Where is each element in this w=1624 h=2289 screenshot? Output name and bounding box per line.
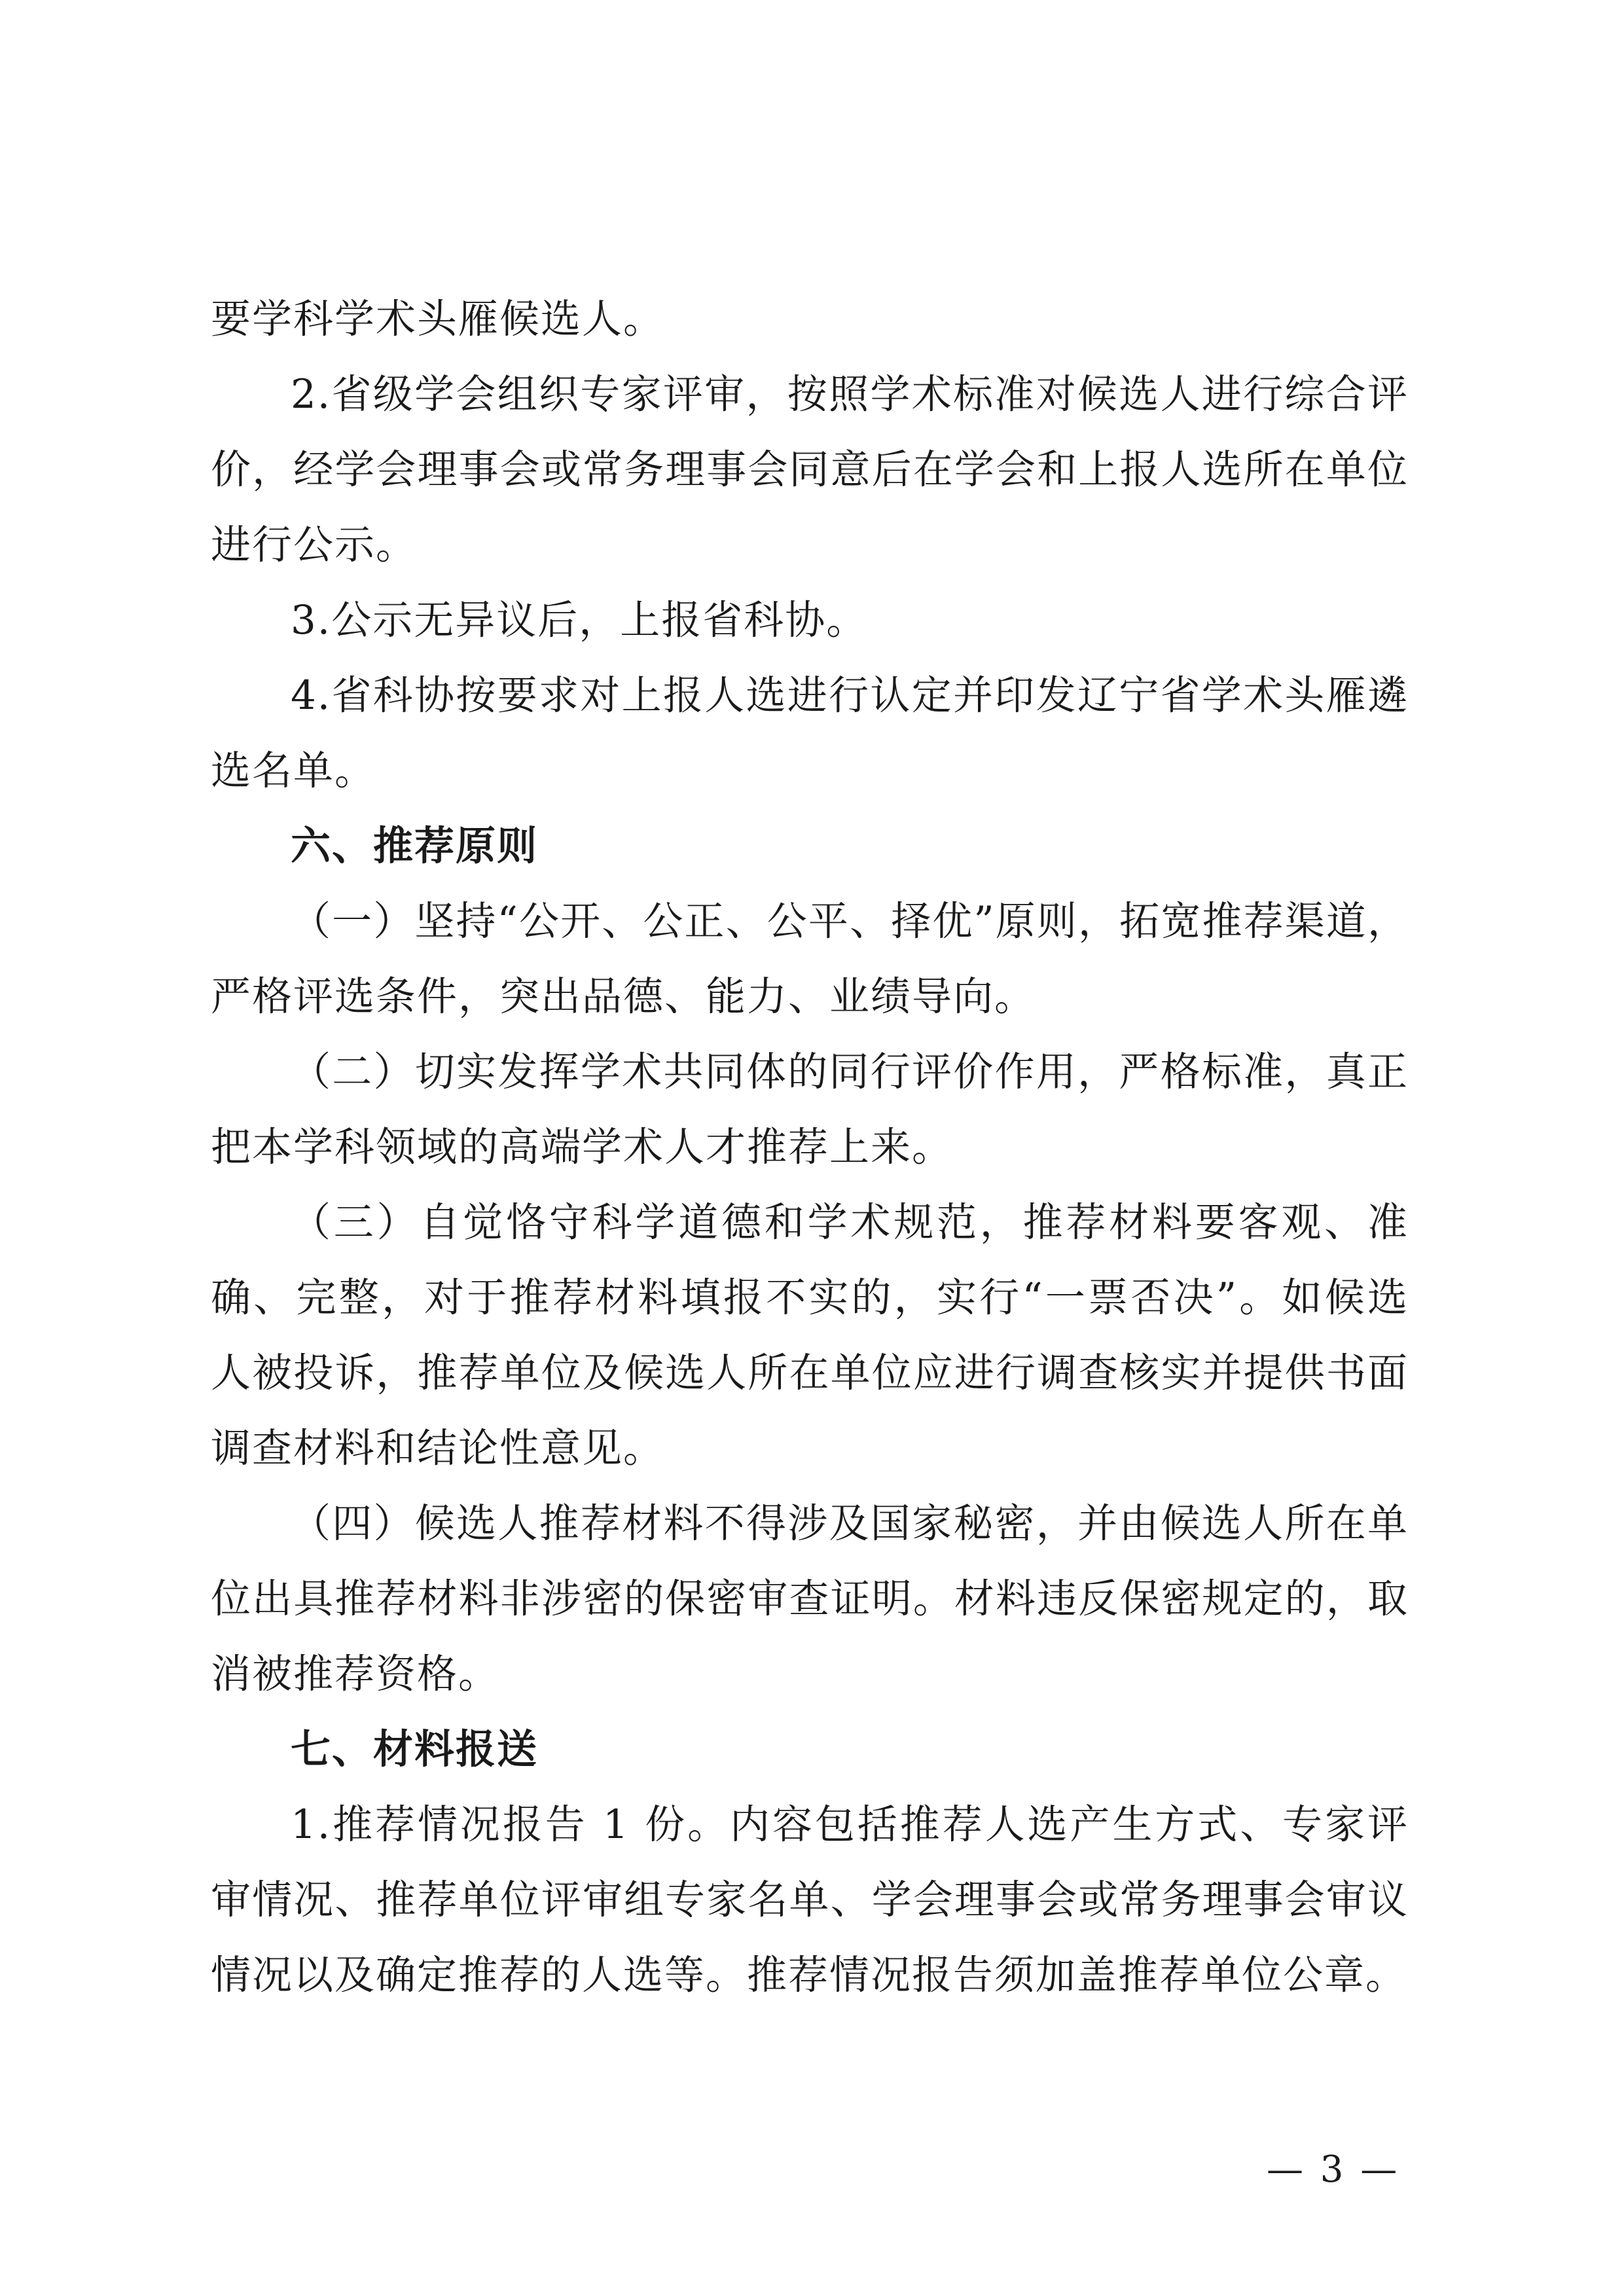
page-number: — 3 —	[1267, 2148, 1400, 2191]
paragraph-principle-3: （三）自觉恪守科学道德和学术规范，推荐材料要客观、准确、完整，对于推荐材料填报不实的，实行“一票否决”。如候选人被投诉，推荐单位及候选人所在单位应进行调查核实并提供书面调查材料和结论性意见。	[211, 1199, 1409, 1471]
document-body	[211, 281, 1409, 2013]
paragraph-item-4: 4.省科协按要求对上报人选进行认定并印发辽宁省学术头雁遴选名单。	[211, 672, 1409, 794]
paragraph-principle-4: （四）候选人推荐材料不得涉及国家秘密，并由候选人所在单位出具推荐材料非涉密的保密审查证明。材料违反保密规定的，取消被推荐资格。	[211, 1500, 1409, 1697]
paragraph-item-3: 3.公示无异议后，上报省科协。	[291, 597, 868, 643]
paragraph-principle-2: （二）切实发挥学术共同体的同行评价作用，严格标准，真正把本学科领域的高端学术人才推荐上来。	[211, 1049, 1409, 1170]
section-heading-6: 六、推荐原则	[291, 823, 539, 869]
paragraph-item-2: 2.省级学会组织专家评审，按照学术标准对候选人进行综合评价，经学会理事会或常务理事会同意后在学会和上报人选所在单位进行公示。	[211, 371, 1409, 568]
section-heading-7: 七、材料报送	[291, 1726, 539, 1773]
paragraph-continuation: 要学科学术头雁候选人。	[211, 296, 665, 342]
paragraph-principle-1: （一）坚持“公开、公正、公平、择优”原则，拓宽推荐渠道，严格评选条件，突出品德、能力、业绩导向。	[211, 898, 1409, 1020]
paragraph-material-1: 1.推荐情况报告 1 份。内容包括推荐人选产生方式、专家评审情况、推荐单位评审组专家名单、学会理事会或常务理事会审议情况以及确定推荐的人选等。推荐情况报告须加盖推荐单位公章。	[211, 1801, 1409, 1998]
